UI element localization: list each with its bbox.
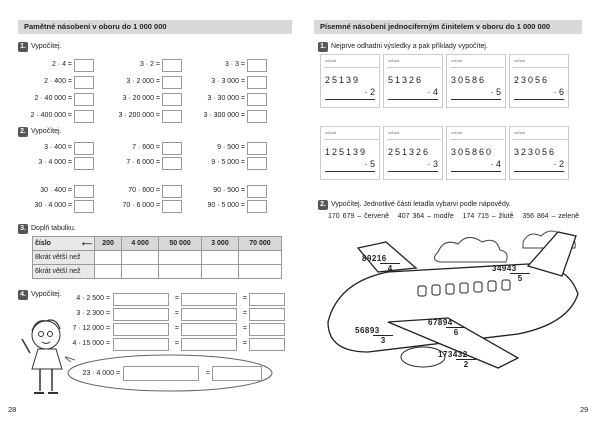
equation: 3 · 2 000 = [126, 78, 160, 85]
answer-box[interactable] [113, 323, 169, 336]
estimate-label: odhad [451, 130, 463, 135]
plane-multiplier: 5 [510, 273, 530, 283]
table-cell[interactable] [238, 265, 281, 279]
plane-multiplicand: 56893 [355, 326, 380, 335]
equation: 9 · 5 000 = [211, 159, 245, 166]
equals-sign: = [174, 310, 179, 317]
answer-box[interactable] [113, 293, 169, 306]
multiplication-card [383, 54, 443, 108]
estimate-label: odhad [388, 130, 400, 135]
estimate-box[interactable] [450, 134, 504, 140]
estimate-box[interactable] [450, 62, 504, 68]
answer-box[interactable] [74, 185, 94, 198]
color-legend: 170 679 – červeně 407 364 – modře 174 715 – žlutě 356 864 – zeleně [328, 213, 580, 220]
table-cell[interactable] [95, 265, 122, 279]
equation: 3 · 400 = [44, 144, 72, 151]
plane-multiplicand: 67894 [428, 318, 453, 327]
multiplication-card [509, 54, 569, 108]
plane-multiplicand: 34943 [492, 264, 517, 273]
result-field[interactable] [325, 172, 377, 179]
task-instruction: Vypočítej. [31, 291, 62, 298]
equals-sign: = [174, 295, 179, 302]
answer-box[interactable] [247, 200, 267, 213]
estimate-label: odhad [451, 58, 463, 63]
multiplicand: 51326 [388, 75, 424, 85]
answer-box[interactable] [162, 185, 182, 198]
answer-box[interactable] [162, 59, 182, 72]
answer-box[interactable] [74, 93, 94, 106]
answer-box[interactable] [249, 308, 285, 321]
equation: 3 · 2 300 = [76, 310, 110, 317]
multiplier-value: 5 [495, 87, 501, 97]
plane-multiplicand: 89216 [362, 254, 387, 263]
multiplier-value: 4 [432, 87, 438, 97]
table-header-label: číslo ⟵ [33, 237, 95, 251]
multiplication-card [509, 126, 569, 180]
estimate-box[interactable] [513, 134, 567, 140]
airplane-illustration [318, 222, 588, 392]
answer-box[interactable] [162, 110, 182, 123]
estimate-box[interactable] [513, 62, 567, 68]
multiplier-value: 5 [369, 159, 375, 169]
plane-multiplier: 4 [380, 263, 400, 273]
answer-box[interactable] [123, 366, 199, 381]
plane-multiplier: 2 [456, 359, 476, 369]
answer-box[interactable] [247, 185, 267, 198]
result-field[interactable] [325, 100, 377, 107]
multiplier-value: 3 [432, 159, 438, 169]
table-value: 3 000 [202, 237, 239, 251]
task-instruction: Vypočítej. [31, 128, 62, 135]
equals-sign: = [205, 370, 210, 377]
task-number: 2. [318, 200, 328, 210]
answer-box[interactable] [247, 76, 267, 89]
equation: 30 · 400 = [40, 187, 72, 194]
answer-box[interactable] [162, 157, 182, 170]
answer-box[interactable] [113, 308, 169, 321]
equation: 3 · 3 = [224, 61, 245, 68]
multiply-sign: · [490, 159, 496, 169]
equals-sign: = [242, 325, 247, 332]
page-number: 28 [8, 405, 17, 414]
answer-box[interactable] [74, 59, 94, 72]
task-number: 4. [18, 290, 28, 300]
multiply-sign: · [364, 159, 370, 169]
task-number: 1. [18, 42, 28, 52]
multiplication-table [32, 236, 282, 279]
answer-box[interactable] [162, 200, 182, 213]
plane-multiplier: 6 [446, 327, 466, 337]
answer-box[interactable] [247, 142, 267, 155]
equation: 7 · 12 000 = [72, 325, 110, 332]
multiplier [553, 87, 564, 97]
equation: 3 · 3 000 = [211, 78, 245, 85]
answer-box[interactable] [74, 142, 94, 155]
task-instruction: Doplň tabulku. [31, 225, 76, 232]
page-header: Písemné násobení jednociferným činitelem v oboru do 1 000 000 [314, 20, 582, 34]
equals-sign: = [242, 310, 247, 317]
estimate-label: odhad [514, 58, 526, 63]
table-value: 70 000 [238, 237, 281, 251]
page-number: 29 [580, 405, 589, 414]
multiply-sign: · [427, 159, 433, 169]
answer-box[interactable] [74, 110, 94, 123]
multiplier [553, 159, 564, 169]
equation: 2 · 40 000 = [34, 95, 72, 102]
table-value: 200 [95, 237, 122, 251]
multiplicand: 251326 [388, 147, 431, 157]
plane-multiplicand: 173432 [438, 350, 468, 359]
multiplier-value: 2 [558, 159, 564, 169]
multiplication-card [320, 54, 380, 108]
equation: 3 · 20 000 = [122, 95, 160, 102]
equation: 4 · 15 000 = [72, 340, 110, 347]
multiplier [364, 159, 375, 169]
equation: 7 · 600 = [132, 144, 160, 151]
estimate-label: odhad [388, 58, 400, 63]
answer-box[interactable] [181, 338, 237, 351]
multiplier [490, 87, 501, 97]
multiplier-value: 4 [495, 159, 501, 169]
table-cell[interactable] [158, 251, 201, 265]
multiplier [364, 87, 375, 97]
page-header: Pamětné násobení v oboru do 1 000 000 [18, 20, 292, 34]
multiplicand: 23056 [514, 75, 550, 85]
table-value: 50 000 [158, 237, 201, 251]
table-cell[interactable] [238, 251, 281, 265]
equation: 3 · 2 = [139, 61, 160, 68]
equation: 7 · 6 000 = [126, 159, 160, 166]
table-cell[interactable] [122, 265, 159, 279]
table-cell[interactable] [122, 251, 159, 265]
table-value: 4 000 [122, 237, 159, 251]
task-number: 3. [18, 224, 28, 234]
answer-box[interactable] [74, 200, 94, 213]
multiplier-value: 2 [369, 87, 375, 97]
answer-box[interactable] [162, 142, 182, 155]
equation: 3 · 4 000 = [38, 159, 72, 166]
answer-box[interactable] [249, 338, 285, 351]
multiplicand: 30586 [451, 75, 487, 85]
task-instruction: Nejprve odhadni výsledky a pak příklady vypočítej. [331, 43, 488, 50]
answer-box[interactable] [247, 93, 267, 106]
answer-box[interactable] [181, 323, 237, 336]
answer-box[interactable] [247, 110, 267, 123]
task-number: 1. [318, 42, 328, 52]
equals-sign: = [174, 325, 179, 332]
table-cell[interactable] [202, 265, 239, 279]
result-field[interactable] [514, 172, 566, 179]
result-field[interactable] [451, 100, 503, 107]
answer-box[interactable] [162, 93, 182, 106]
multiply-sign: · [427, 87, 433, 97]
multiplicand: 323056 [514, 147, 557, 157]
answer-box[interactable] [247, 59, 267, 72]
equals-sign: = [174, 340, 179, 347]
answer-box[interactable] [181, 293, 237, 306]
estimate-label: odhad [514, 130, 526, 135]
result-field[interactable] [388, 172, 440, 179]
multiply-sign: · [364, 87, 370, 97]
result-field[interactable] [388, 100, 440, 107]
multiplication-card [383, 126, 443, 180]
estimate-box[interactable] [324, 134, 378, 140]
multiplication-card [446, 54, 506, 108]
result-field[interactable] [451, 172, 503, 179]
answer-box[interactable] [181, 308, 237, 321]
estimate-box[interactable] [387, 134, 441, 140]
equation: 3 · 300 000 = [203, 112, 245, 119]
equation: 2 · 400 000 = [30, 112, 72, 119]
multiply-sign: · [553, 87, 559, 97]
multiplicand: 125139 [325, 147, 368, 157]
equation: 2 · 400 = [44, 78, 72, 85]
task-instruction: Vypočítej. [31, 43, 62, 50]
multiply-sign: · [490, 87, 496, 97]
estimate-label: odhad [325, 58, 337, 63]
equation: 2 · 4 = [51, 61, 72, 68]
table-cell[interactable] [95, 251, 122, 265]
task-number: 2. [18, 127, 28, 137]
bubble-equation: 23 · 4 000 = [82, 370, 120, 377]
plane-multiplier: 3 [373, 335, 393, 345]
multiplication-card [446, 126, 506, 180]
table-cell[interactable] [202, 251, 239, 265]
multiply-sign: · [553, 159, 559, 169]
equation: 90 · 500 = [213, 187, 245, 194]
equation: 70 · 6 000 = [122, 202, 160, 209]
table-cell[interactable] [158, 265, 201, 279]
multiplicand: 305860 [451, 147, 494, 157]
equation: 90 · 5 000 = [207, 202, 245, 209]
multiplier [490, 159, 501, 169]
answer-box[interactable] [247, 157, 267, 170]
equation: 4 · 2 500 = [76, 295, 110, 302]
estimate-label: odhad [325, 130, 337, 135]
equation: 9 · 500 = [217, 144, 245, 151]
result-field[interactable] [514, 100, 566, 107]
equation: 3 · 30 000 = [207, 95, 245, 102]
answer-box[interactable] [249, 293, 285, 306]
equals-sign: = [242, 340, 247, 347]
answer-box[interactable] [113, 338, 169, 351]
multiplication-card [320, 126, 380, 180]
estimate-box[interactable] [387, 62, 441, 68]
equation: 3 · 200 000 = [118, 112, 160, 119]
answer-box[interactable] [212, 366, 262, 381]
table-row-label: 6krát větší než [33, 265, 95, 279]
answer-box[interactable] [74, 76, 94, 89]
multiplier-value: 6 [558, 87, 564, 97]
answer-box[interactable] [162, 76, 182, 89]
table-row-label: 8krát větší než [33, 251, 95, 265]
equation: 30 · 4 000 = [34, 202, 72, 209]
multiplicand: 25139 [325, 75, 361, 85]
equation: 70 · 600 = [128, 187, 160, 194]
answer-box[interactable] [74, 157, 94, 170]
task-instruction: Vypočítej. Jednotlivé části letadla vybarvi podle nápovědy. [331, 201, 511, 208]
right-page [300, 0, 600, 423]
estimate-box[interactable] [324, 62, 378, 68]
multiplier [427, 87, 438, 97]
equals-sign: = [242, 295, 247, 302]
multiplier [427, 159, 438, 169]
answer-box[interactable] [249, 323, 285, 336]
